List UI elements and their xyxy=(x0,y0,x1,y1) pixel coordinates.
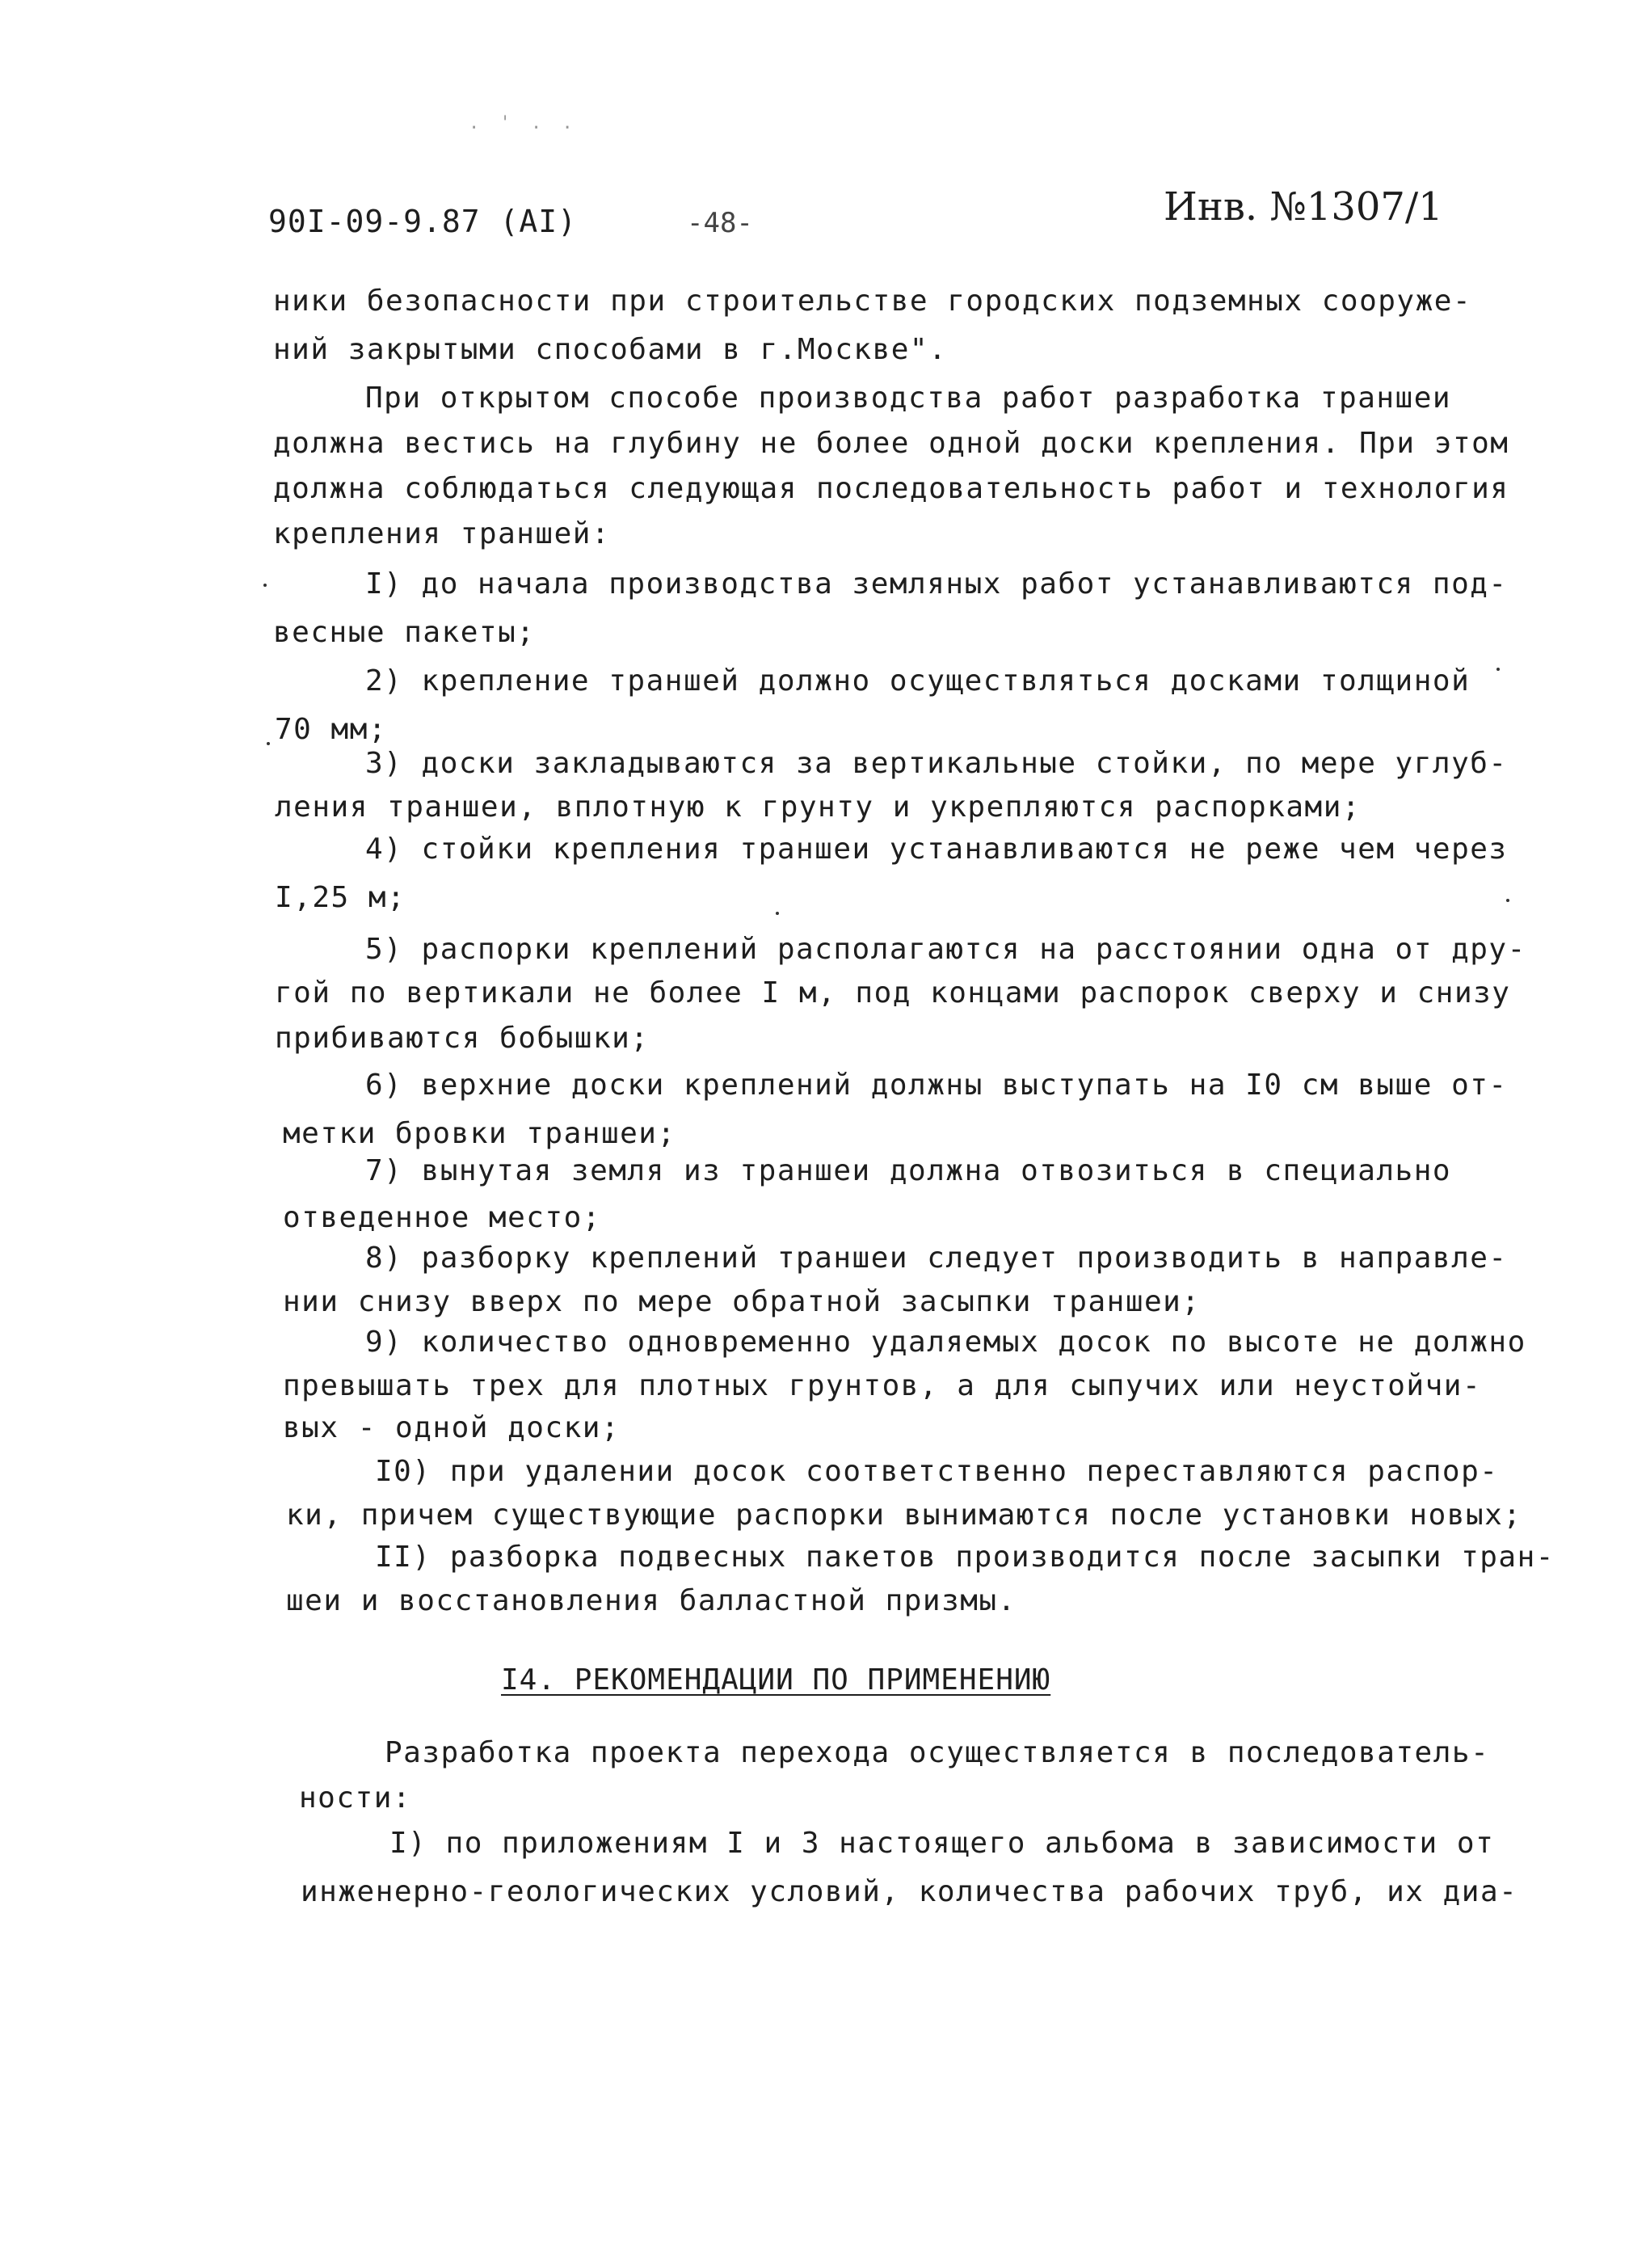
text-line: весные пакеты; xyxy=(273,616,536,649)
text-line: должна вестись на глубину не более одной доски крепления. При этом xyxy=(273,427,1509,460)
text-line: 70 мм; xyxy=(275,713,388,746)
scan-speck xyxy=(776,912,779,915)
document-code: 90I-09-9.87 (AI) xyxy=(268,204,578,239)
text-line: 3) доски закладываются за вертикальные стойки, по мере углуб- xyxy=(365,747,1508,780)
scan-speck xyxy=(1496,668,1500,671)
text-line: Разработка проекта перехода осуществляется в последователь- xyxy=(385,1736,1490,1769)
text-line: ки, причем существующие распорки вынимаются после установки новых; xyxy=(286,1499,1522,1532)
text-line: I) до начала производства земляных работ устанавливаются под- xyxy=(365,567,1508,601)
inventory-number: Инв. №1307/1 xyxy=(1164,184,1443,230)
text-line: прибиваются бобышки; xyxy=(275,1022,650,1055)
text-line: гой по вертикали не более I м, под концами распорок сверху и снизу xyxy=(275,976,1511,1010)
text-line: вых - одной доски; xyxy=(283,1411,621,1444)
text-line: I0) при удалении досок соответственно переставляются распор- xyxy=(375,1455,1499,1488)
scan-specks: . ' . . xyxy=(469,113,578,133)
text-line: 7) вынутая земля из траншеи должна отвозиться в специально xyxy=(365,1154,1452,1187)
text-line: ления траншеи, вплотную к грунту и укрепляются распорками; xyxy=(275,790,1362,824)
scan-speck xyxy=(1506,899,1509,902)
text-line: ности: xyxy=(299,1781,412,1815)
section-heading: I4. РЕКОМЕНДАЦИИ ПО ПРИМЕНЕНИЮ xyxy=(501,1663,1051,1697)
text-line: I) по приложениям I и 3 настоящего альбома в зависимости от xyxy=(389,1827,1495,1860)
text-line: ний закрытыми способами в г.Москве". xyxy=(273,333,948,366)
text-line: крепления траншей: xyxy=(273,517,611,550)
text-line: При открытом способе производства работ разработка траншеи xyxy=(365,382,1452,415)
text-line: метки бровки траншеи; xyxy=(283,1117,676,1150)
text-line: 5) распорки креплений располагаются на расстоянии одна от дру- xyxy=(365,933,1526,966)
text-line: 9) количество одновременно удаляемых досок по высоте не должно xyxy=(365,1326,1526,1359)
text-line: должна соблюдаться следующая последовательность работ и технология xyxy=(273,472,1509,505)
page-number: -48- xyxy=(687,207,753,239)
text-line: 8) разборку креплений траншеи следует производить в направле- xyxy=(365,1241,1508,1275)
text-line: шеи и восстановления балластной призмы. xyxy=(286,1584,1017,1617)
text-line: нии снизу вверх по мере обратной засыпки траншеи; xyxy=(283,1285,1201,1318)
scan-speck xyxy=(263,584,267,587)
text-line: инженерно-геологических условий, количества рабочих труб, их диа- xyxy=(301,1875,1518,1908)
text-line: ники безопасности при строительстве городских подземных сооруже- xyxy=(273,285,1472,318)
scan-speck xyxy=(267,742,270,745)
text-line: 4) стойки крепления траншеи устанавливаются не реже чем через xyxy=(365,833,1508,866)
text-line: 6) верхние доски креплений должны выступать на I0 см выше от- xyxy=(365,1069,1508,1102)
text-line: II) разборка подвесных пакетов производится после засыпки тран- xyxy=(375,1541,1555,1574)
text-line: превышать трех для плотных грунтов, а для сыпучих или неустойчи- xyxy=(283,1369,1482,1402)
text-line: 2) крепление траншей должно осуществляться досками толщиной xyxy=(365,664,1471,698)
text-line: отведенное место; xyxy=(283,1201,601,1234)
text-line: I,25 м; xyxy=(275,881,406,914)
